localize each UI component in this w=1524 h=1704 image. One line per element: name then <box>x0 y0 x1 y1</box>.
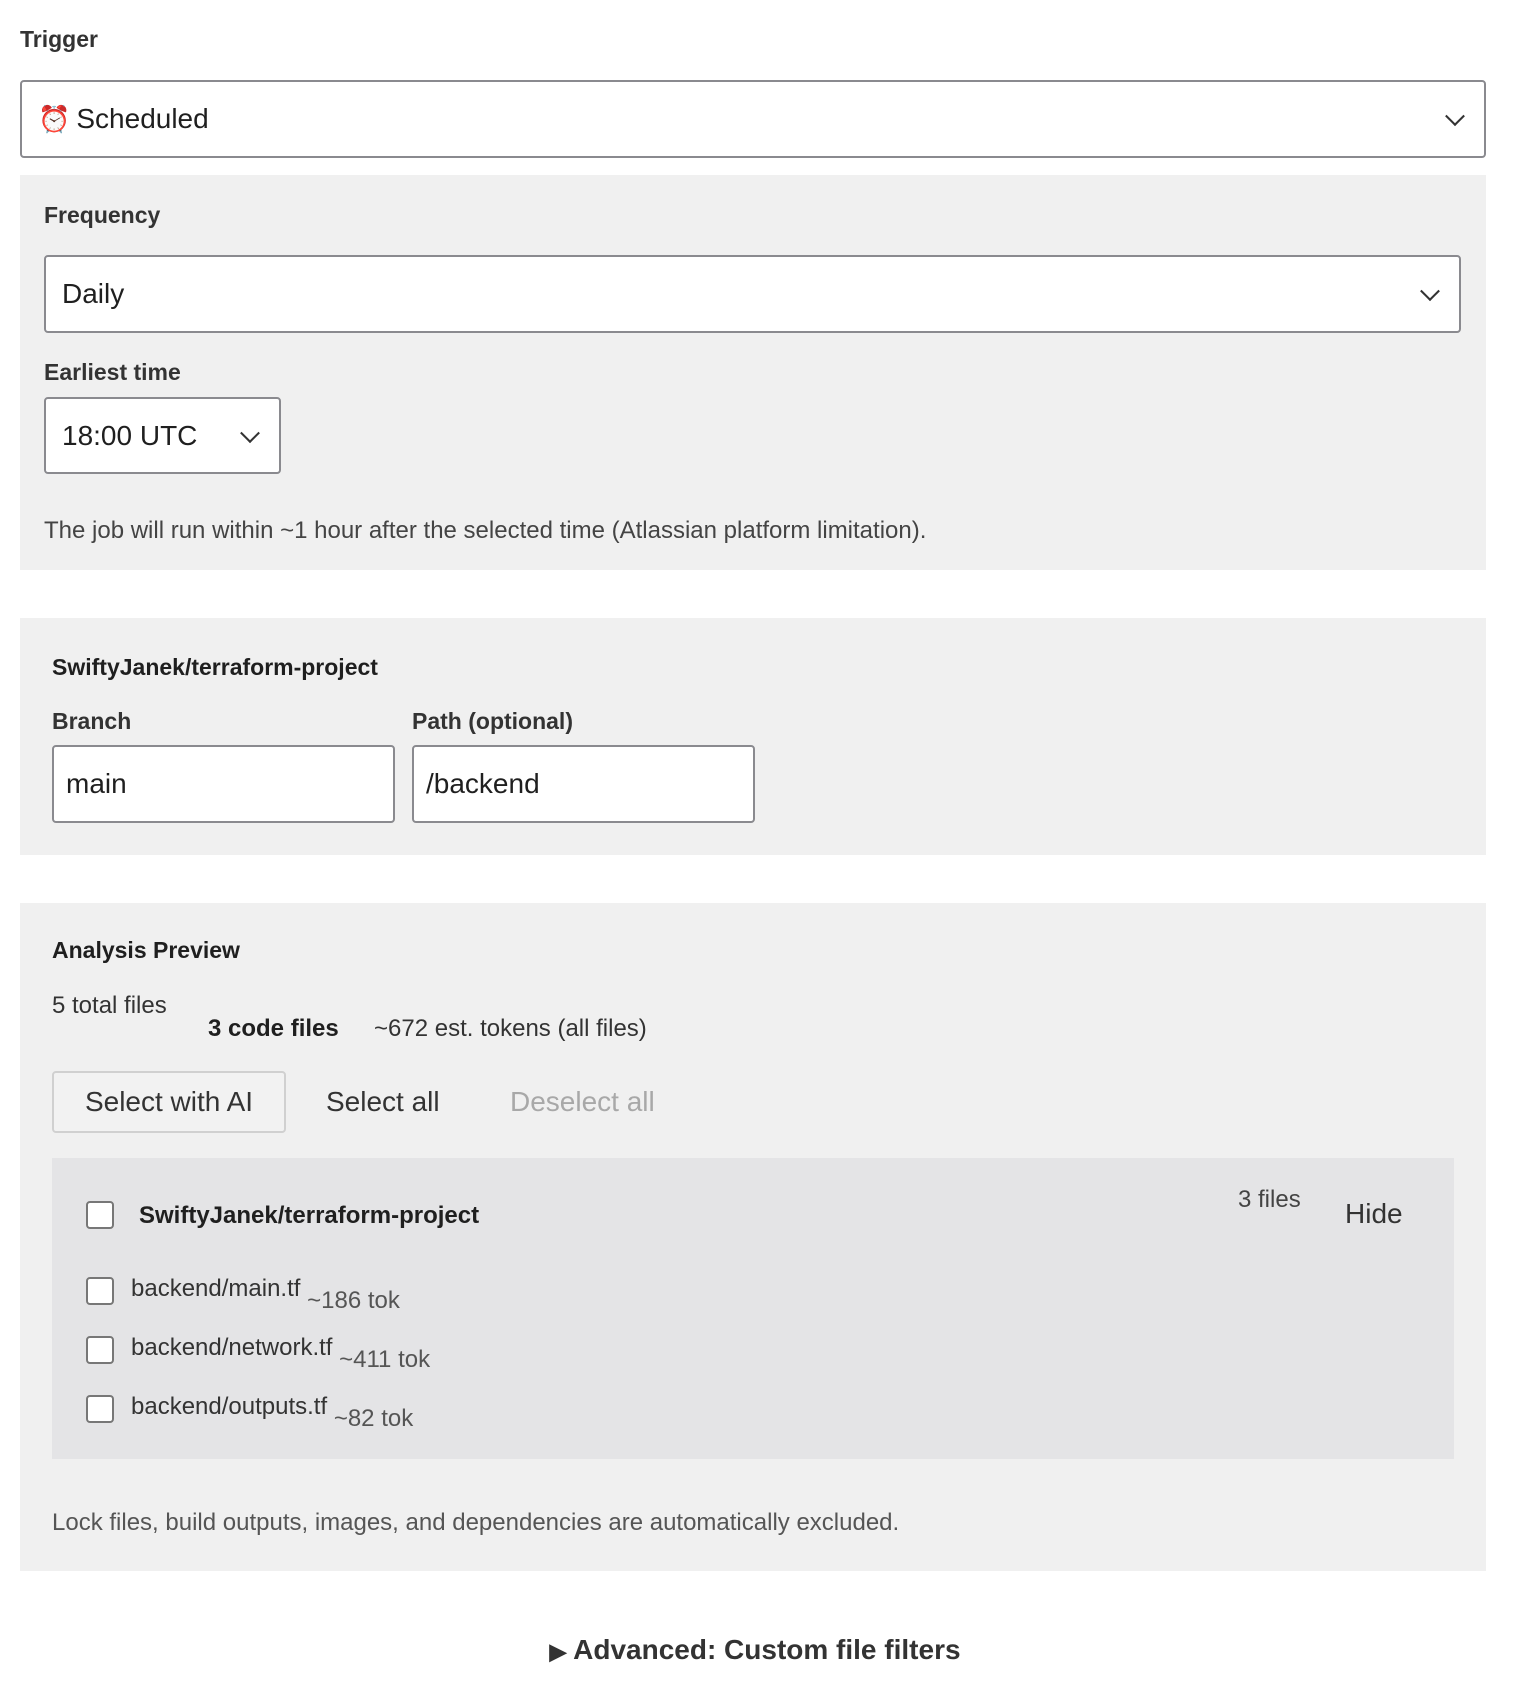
triangle-right-icon: ▶ <box>549 1639 567 1664</box>
hide-button[interactable]: Hide <box>1345 1198 1403 1229</box>
frequency-label: Frequency <box>44 202 161 228</box>
file-name: backend/network.tf ~411 tok <box>131 1334 431 1373</box>
group-checkbox[interactable] <box>86 1201 114 1229</box>
schedule-note: The job will run within ~1 hour after the selected time (Atlassian platform limitation). <box>44 517 927 544</box>
file-tokens: ~82 tok <box>333 1405 414 1432</box>
exclusion-note: Lock files, build outputs, images, and dependencies are automatically excluded. <box>52 1509 900 1536</box>
total-files: 5 total files <box>52 992 167 1019</box>
chevron-down-icon <box>1420 281 1440 301</box>
schedule-panel <box>20 175 1486 570</box>
file-checkbox[interactable] <box>86 1336 114 1364</box>
file-group <box>52 1158 1454 1459</box>
token-estimate: ~672 est. tokens (all files) <box>374 1015 647 1042</box>
trigger-value: Scheduled <box>76 103 209 134</box>
chevron-down-icon <box>240 423 260 443</box>
file-tokens: ~186 tok <box>307 1287 400 1314</box>
earliest-time-select[interactable] <box>44 397 281 474</box>
frequency-value: Daily <box>62 278 125 309</box>
file-name: backend/main.tf ~186 tok <box>131 1275 400 1314</box>
frequency-select[interactable] <box>44 255 1461 333</box>
preview-title: Analysis Preview <box>52 937 240 963</box>
branch-label: Branch <box>52 708 132 734</box>
group-name: SwiftyJanek/terraform-project <box>139 1202 480 1229</box>
alarm-clock-icon: ⏰ <box>38 103 71 134</box>
earliest-time-label: Earliest time <box>44 359 181 385</box>
group-file-count: 3 files <box>1238 1186 1301 1213</box>
repo-panel <box>20 618 1486 855</box>
deselect-all-button[interactable]: Deselect all <box>510 1086 655 1117</box>
select-with-ai-button[interactable]: Select with AI <box>52 1071 286 1133</box>
branch-input[interactable]: main <box>52 745 395 823</box>
analysis-preview-panel <box>20 903 1486 1571</box>
file-checkbox[interactable] <box>86 1277 114 1305</box>
trigger-label: Trigger <box>20 26 98 52</box>
advanced-filters-label: Advanced: Custom file filters <box>573 1634 961 1665</box>
select-all-button[interactable]: Select all <box>326 1086 440 1117</box>
advanced-filters-toggle[interactable] <box>0 1634 1510 1666</box>
repo-title: SwiftyJanek/terraform-project <box>52 654 378 680</box>
code-files: 3 code files <box>208 1015 339 1042</box>
chevron-down-icon <box>1445 106 1465 126</box>
trigger-select[interactable] <box>20 80 1486 158</box>
file-checkbox[interactable] <box>86 1395 114 1423</box>
file-name: backend/outputs.tf ~82 tok <box>131 1393 414 1432</box>
file-tokens: ~411 tok <box>339 1346 431 1373</box>
path-label: Path (optional) <box>412 708 573 734</box>
time-value: 18:00 UTC <box>62 419 198 451</box>
path-input[interactable]: /backend <box>412 745 755 823</box>
